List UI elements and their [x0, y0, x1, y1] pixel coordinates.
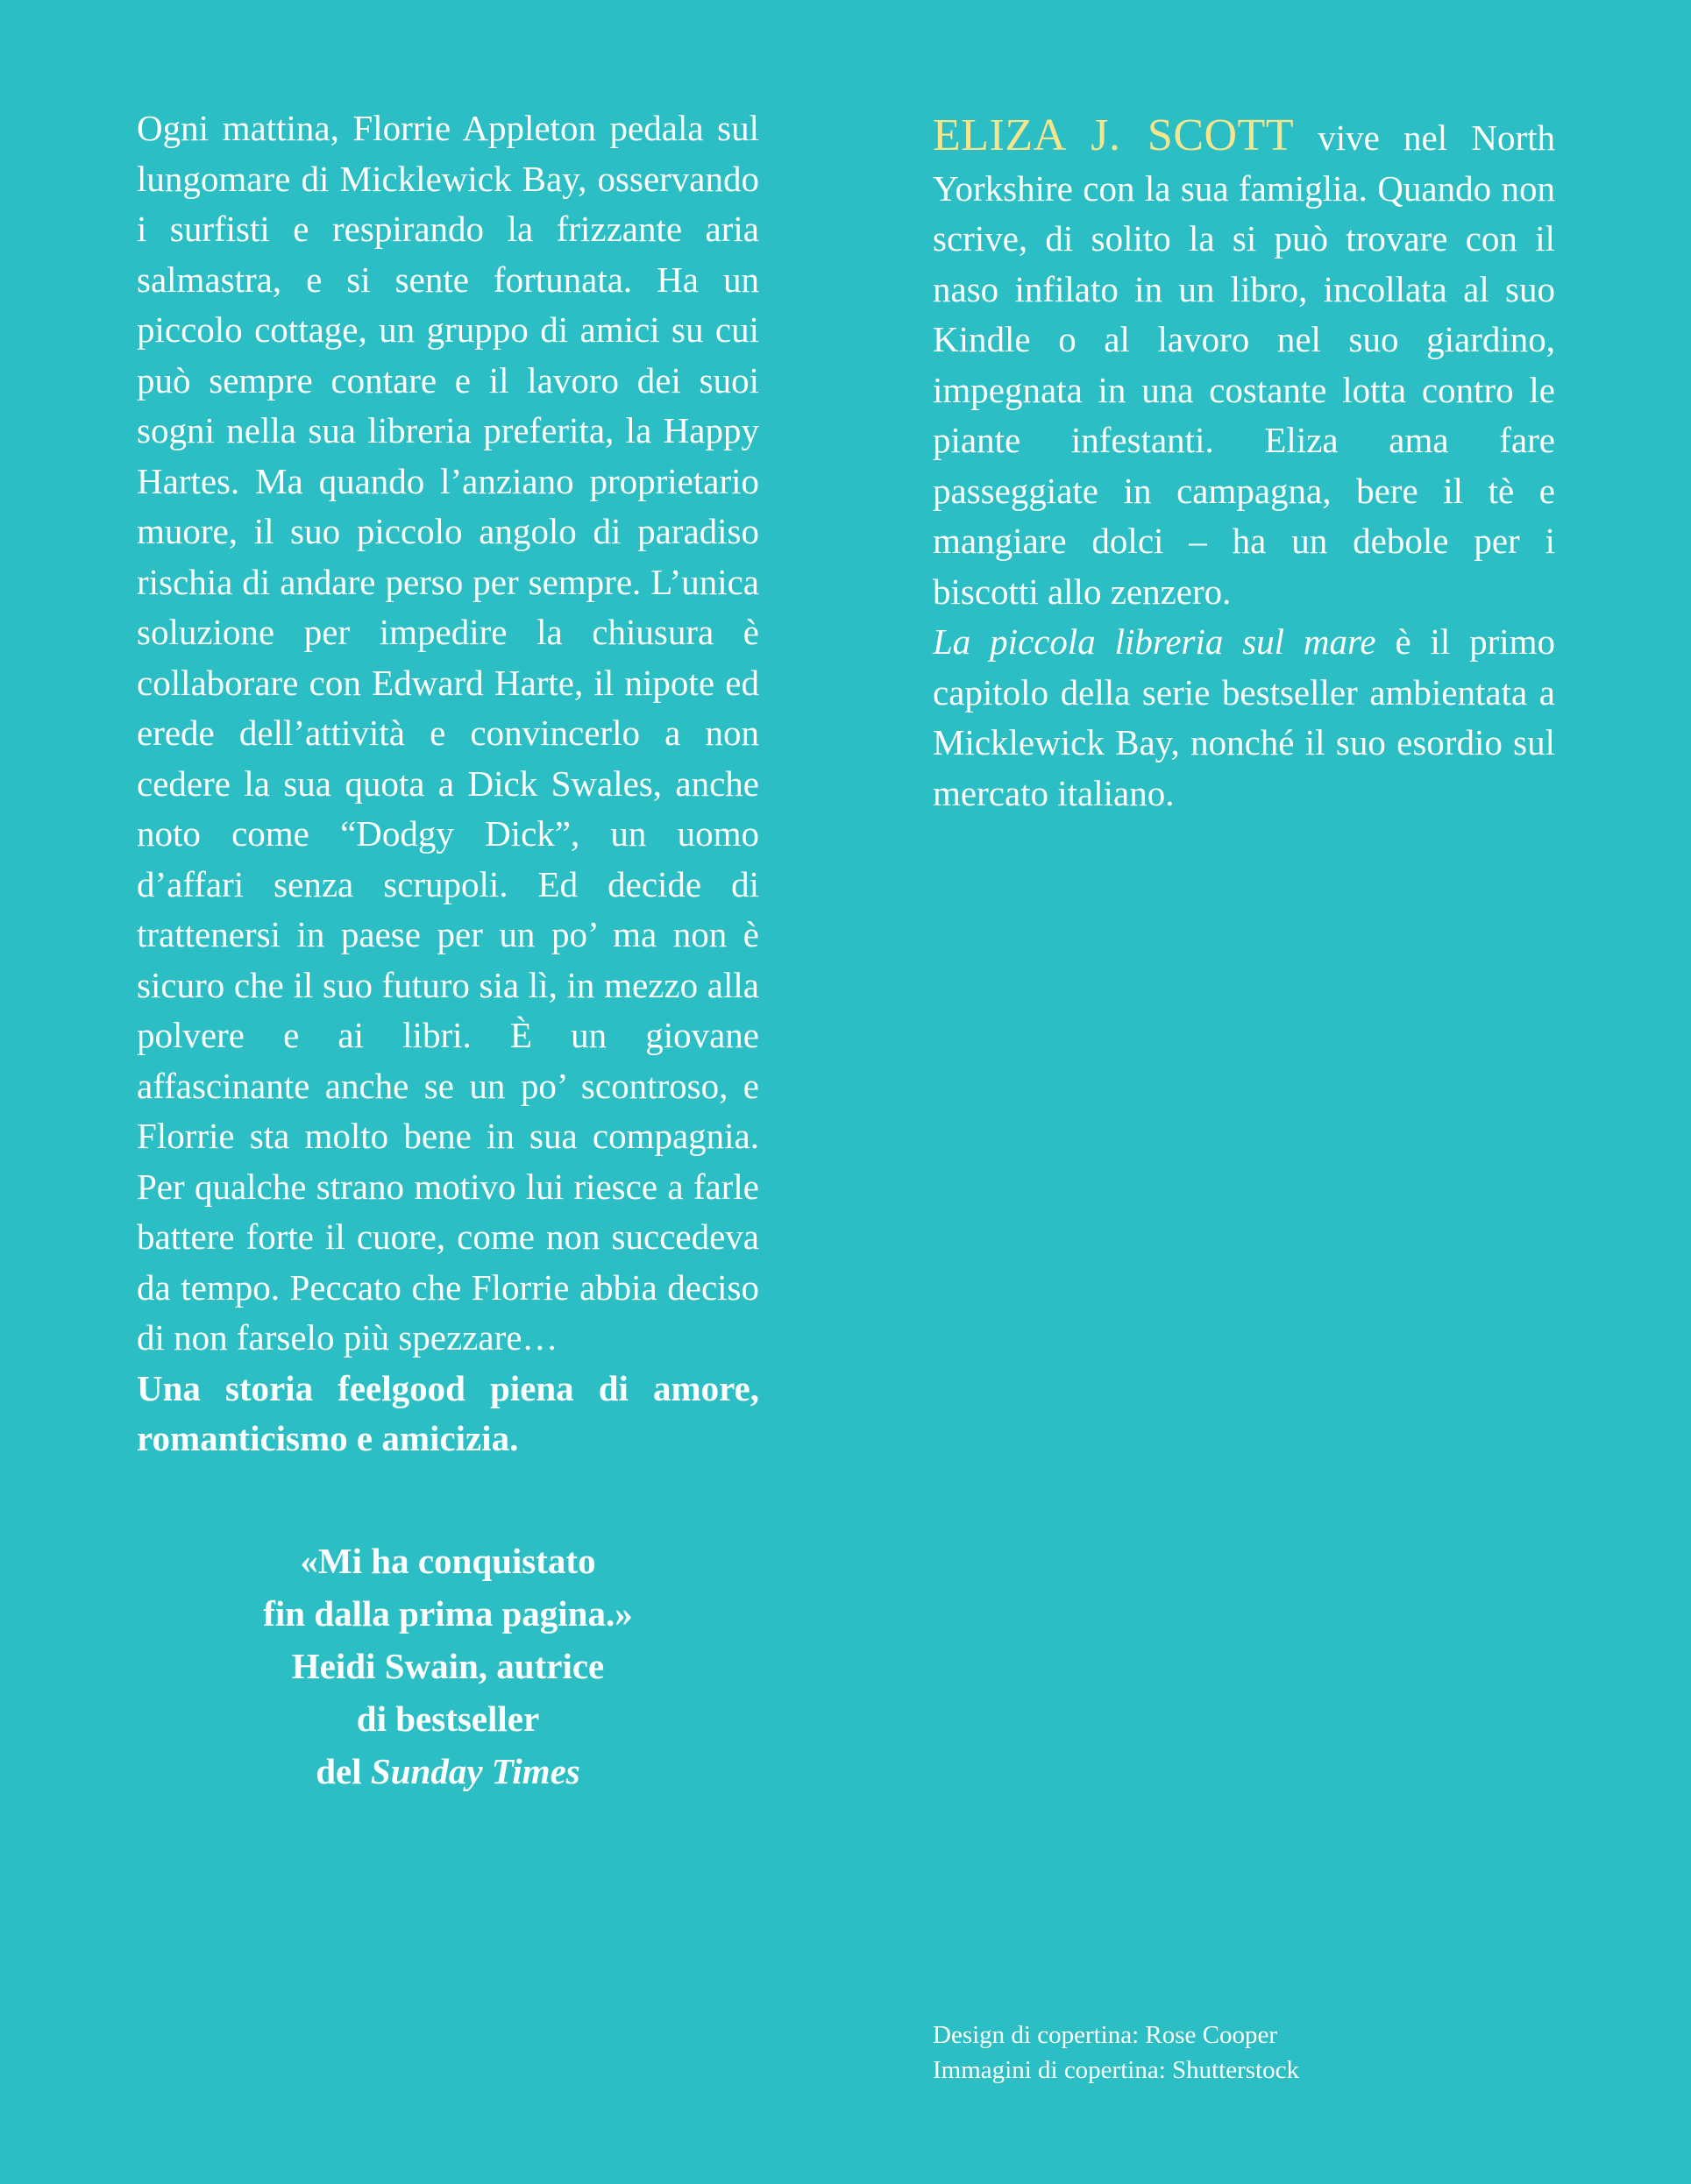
quote-attribution: [137, 1745, 759, 1798]
review-quote: [137, 1535, 759, 1798]
quote-attribution: di bestseller: [356, 1698, 540, 1739]
quote-line: fin dalla prima pagina.»: [263, 1592, 633, 1634]
quote-attribution: Heidi Swain, autrice: [291, 1645, 605, 1686]
quote-attribution-prefix: del: [316, 1750, 371, 1791]
images-credit: Immagini di copertina: Shutterstock: [933, 2056, 1299, 2084]
synopsis-tagline: Una storia feelgood piena di amore, romanticismo e amicizia.: [137, 1367, 759, 1458]
author-bio-text: vive nel North Yorkshire con la sua famiglia. Quando non scrive, di solito la si può trovare con il naso infilato in un libro, incollata al suo Kindle o al lavoro nel suo giardino, impegnata in una costante lotta contro le piante infestanti. Eliza ama fare passeggiate in campagna, bere il tè e mangiare dolci – ha un debole per i biscotti allo zenzero.: [933, 117, 1555, 612]
author-bio-text-2: è il primo capitolo della serie bestseller ambientata a Micklewick Bay, nonché il suo esordio sul mercato italiano.: [933, 621, 1556, 813]
synopsis-text: Ogni mattina, Florrie Appleton pedala sul lungomare di Micklewick Bay, osservando i surfisti e respirando la frizzante aria salmastra, e si sente fortunata. Ha un piccolo cottage, un gruppo di amici su cui può sempre contare e il lavoro dei suoi sogni nella sua libreria preferita, la Happy Hartes. Ma quando l’anziano proprietario muore, il suo piccolo angolo di paradiso rischia di andare perso per sempre. L’unica soluzione per impedire la chiusura è collaborare con Edward Harte, il nipote ed erede dell’attività e convincerlo a non cedere la sua quota a Dick Swales, anche noto come “Dodgy Dick”, un uomo d’affari senza scrupoli. Ed decide di trattenersi in paese per un po’ ma non è sicuro che il suo futuro sia lì, in mezzo alla polvere e ai libri. È un giovane affascinante anche se un po’ scontroso, e Florrie sta molto bene in sua compagnia. Per qualche strano motivo lui riesce a farle battere forte il cuore, come non succedeva da tempo. Peccato che Florrie abbia deciso di non farselo più spezzare…: [137, 108, 759, 1358]
newspaper-title: Sunday Times: [370, 1750, 580, 1791]
synopsis-column: [137, 103, 759, 1798]
author-name: ELIZA J. SCOTT: [933, 110, 1295, 160]
author-bio-column: [933, 110, 1555, 819]
quote-line: «Mi ha conquistato: [300, 1540, 596, 1581]
book-title: La piccola libreria sul mare: [933, 621, 1376, 662]
author-bio: [933, 110, 1555, 819]
design-credit: Design di copertina: Rose Cooper: [933, 2021, 1278, 2049]
cover-credits: [933, 2017, 1299, 2088]
